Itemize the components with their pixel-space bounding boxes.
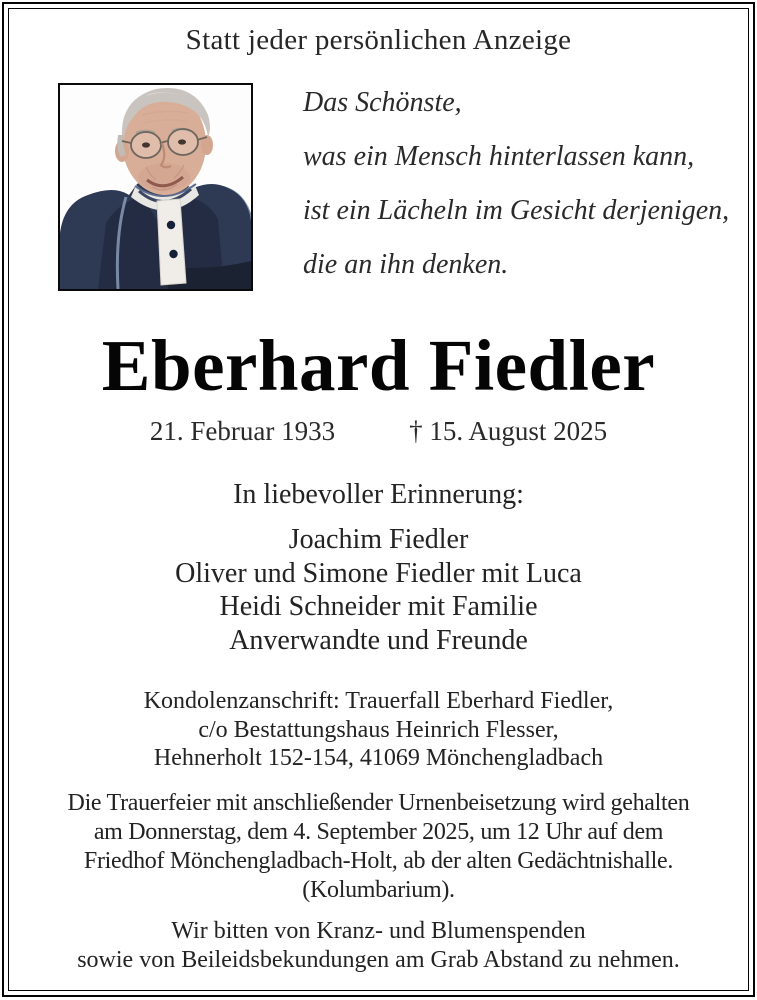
condolence-line: Kondolenzanschrift: Trauerfall Eberhard Fiedler, bbox=[143, 688, 614, 714]
quote-line: was ein Mensch hinterlassen kann, bbox=[303, 141, 695, 172]
quote-line: Das Schönste, bbox=[303, 87, 462, 118]
birth-date: 21. Februar 1933 bbox=[149, 416, 336, 446]
condolence-line: Hehnerholt 152-154, 41069 Mönchengladbach bbox=[153, 745, 604, 771]
request-line: sowie von Beileidsbekundungen am Grab Abstand zu nehmen. bbox=[77, 947, 680, 973]
funeral-line: Die Trauerfeier mit anschließender Urnenbeisetzung wird gehalten bbox=[67, 790, 690, 816]
quote-line: ist ein Lächeln im Gesicht derjenigen, bbox=[303, 195, 730, 226]
funeral-announcement bbox=[0, 789, 757, 905]
life-dates bbox=[0, 416, 757, 447]
portrait-photo bbox=[58, 83, 253, 291]
mourner-name: Oliver und Simone Fiedler mit Luca bbox=[175, 557, 582, 589]
death-date: † 15. August 2025 bbox=[409, 416, 608, 446]
condolence-line: c/o Bestattungshaus Heinrich Flesser, bbox=[198, 716, 559, 743]
obituary-preline: Statt jeder persönlichen Anzeige bbox=[185, 24, 572, 56]
funeral-line: am Donnerstag, dem 4. September 2025, um 12 Uhr auf dem bbox=[93, 819, 664, 845]
memorial-quote bbox=[303, 76, 729, 292]
condolence-address bbox=[0, 687, 757, 773]
request-line: Wir bitten von Kranz- und Blumenspenden bbox=[171, 918, 586, 944]
flowers-request bbox=[0, 917, 757, 975]
quote-line: die an ihn denken. bbox=[303, 249, 509, 280]
remembrance-heading: In liebevoller Erinnerung: bbox=[233, 479, 524, 510]
mourner-name: Joachim Fiedler bbox=[288, 524, 469, 555]
mourner-name: Anverwandte und Freunde bbox=[229, 624, 528, 656]
portrait-illustration bbox=[60, 85, 251, 289]
deceased-name: Eberhard Fiedler bbox=[101, 325, 656, 406]
mourner-name: Heidi Schneider mit Familie bbox=[219, 591, 538, 622]
funeral-line: Friedhof Mönchengladbach-Holt, ab der alten Gedächtnishalle. bbox=[83, 848, 674, 874]
mourners-list bbox=[0, 523, 757, 657]
funeral-line: (Kolumbarium). bbox=[302, 877, 455, 903]
